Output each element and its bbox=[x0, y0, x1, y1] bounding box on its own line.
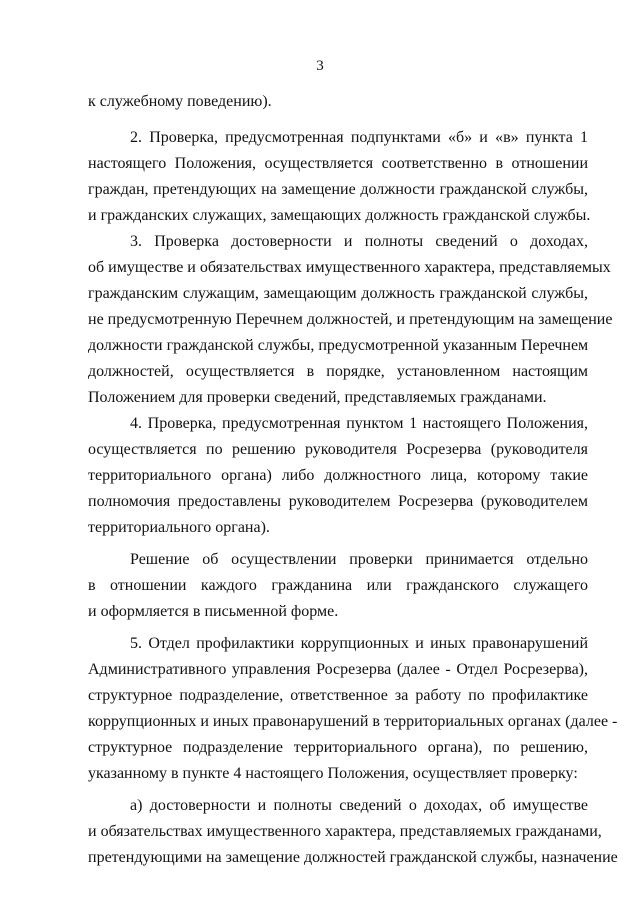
text-line: должности гражданской службы, предусмотренной указанным Перечнем bbox=[88, 337, 589, 354]
text-line: и обязательствах имущественного характера, представляемых гражданами, bbox=[88, 823, 602, 840]
text-line: территориального органа). bbox=[88, 519, 270, 536]
text-line: территориального органа) либо должностного лица, которому такие bbox=[88, 467, 588, 484]
text-line: 3. Проверка достоверности и полноты сведений о доходах, bbox=[130, 233, 588, 250]
text-line: в отношении каждого гражданина или гражданского служащего bbox=[88, 577, 588, 594]
text-line: указанному в пункте 4 настоящего Положения, осуществляет проверку: bbox=[88, 765, 578, 782]
text-line: граждан, претендующих на замещение должности гражданской службы, bbox=[88, 181, 588, 198]
text-line: структурное подразделение территориального органа), по решению, bbox=[88, 739, 588, 756]
text-line: не предусмотренную Перечнем должностей, и претендующим на замещение bbox=[88, 311, 613, 328]
text-line: Решение об осуществлении проверки принимается отдельно bbox=[130, 551, 588, 568]
text-line: должностей, осуществляется в порядке, установленном настоящим bbox=[88, 363, 588, 380]
text-line: к служебному поведению). bbox=[88, 93, 272, 110]
text-line: претендующими на замещение должностей гражданской службы, назначение bbox=[88, 849, 618, 866]
text-line: Положением для проверки сведений, представляемых гражданами. bbox=[88, 389, 547, 406]
text-line: структурное подразделение, ответственное за работу по профилактике bbox=[88, 687, 588, 704]
text-line: осуществляется по решению руководителя Росрезерва (руководителя bbox=[88, 441, 588, 458]
text-line: полномочия предоставлены руководителем Росрезерва (руководителем bbox=[88, 493, 588, 510]
text-line: коррупционных и иных правонарушений в территориальных органах (далее - bbox=[88, 713, 618, 730]
text-line: Административного управления Росрезерва (далее - Отдел Росрезерва), bbox=[88, 661, 588, 678]
text-line: и гражданских служащих, замещающих должность гражданской службы. bbox=[88, 207, 591, 224]
text-line: настоящего Положения, осуществляется соответственно в отношении bbox=[88, 155, 588, 172]
text-line: об имуществе и обязательствах имущественного характера, представляемых bbox=[88, 259, 611, 276]
text-line: 4. Проверка, предусмотренная пунктом 1 настоящего Положения, bbox=[130, 415, 588, 432]
text-line: 2. Проверка, предусмотренная подпунктами «б» и «в» пункта 1 bbox=[130, 129, 588, 146]
text-line: 5. Отдел профилактики коррупционных и иных правонарушений bbox=[130, 635, 588, 652]
text-line: и оформляется в письменной форме. bbox=[88, 603, 339, 620]
text-line: а) достоверности и полноты сведений о доходах, об имуществе bbox=[130, 797, 588, 814]
page-number: 3 bbox=[316, 58, 324, 74]
text-line: гражданским служащим, замещающим должность гражданской службы, bbox=[88, 285, 588, 302]
